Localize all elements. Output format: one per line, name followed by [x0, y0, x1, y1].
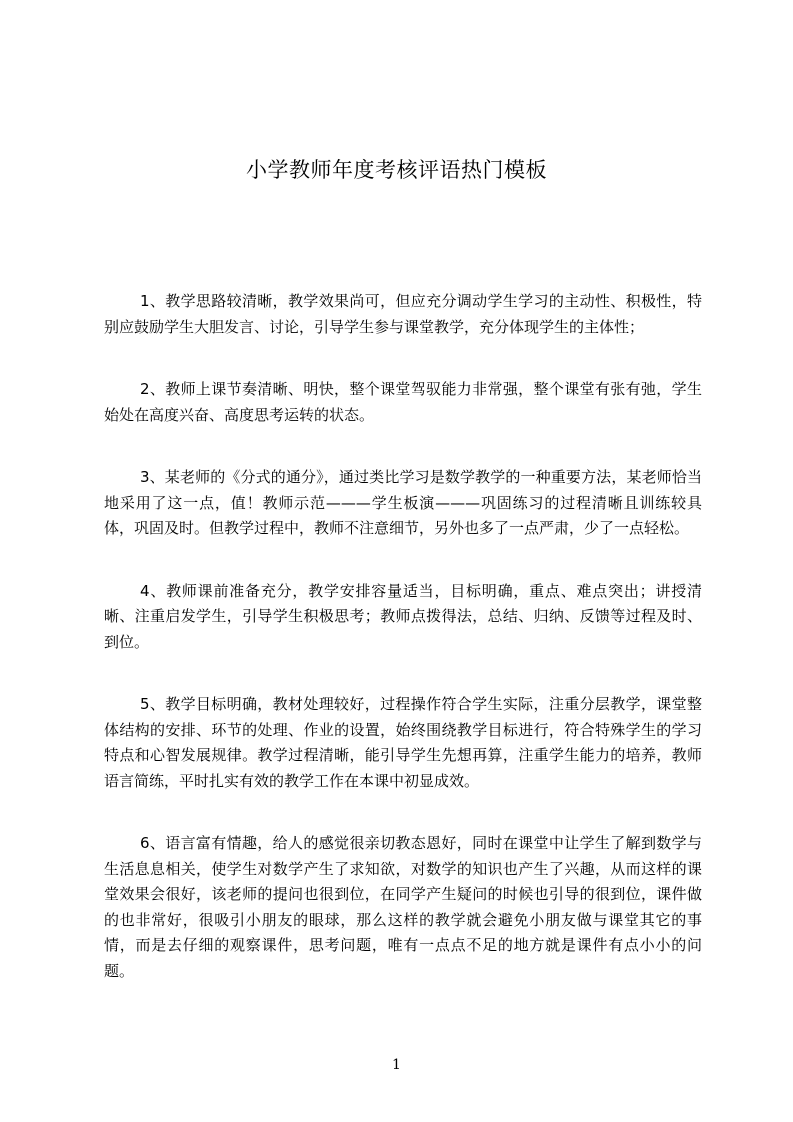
page-number: 1 [392, 1057, 401, 1073]
paragraph-5: 5、教学目标明确，教材处理较好，过程操作符合学生实际，注重分层教学，课堂整体结构的安排、环节的处理、作业的设置，始终围绕教学目标进行，符合特殊学生的学习特点和心智发展规律。教学过程清晰，能引导学生先想再算，注重学生能力的培养，教师语言简练，平时扎实有效的教学工作在本课中初显成效。 [104, 695, 702, 790]
document-title: 小学教师年度考核评语热门模板 [246, 158, 547, 183]
paragraph-4: 4、教师课前准备充分，教学安排容量适当，目标明确，重点、难点突出；讲授清晰、注重启发学生，引导学生积极思考；教师点拨得法，总结、归纳、反馈等过程及时、到位。 [104, 581, 702, 651]
paragraph-2: 2、教师上课节奏清晰、明快，整个课堂驾驭能力非常强，整个课堂有张有弛，学生始处在高度兴奋、高度思考运转的状态。 [104, 380, 702, 424]
paragraph-1: 1、教学思路较清晰，教学效果尚可，但应充分调动学生学习的主动性、积极性，特别应鼓励学生大胆发言、讨论，引导学生参与课堂教学，充分体现学生的主体性； [104, 292, 702, 336]
paragraph-3: 3、某老师的《分式的通分》，通过类比学习是数学教学的一种重要方法，某老师恰当地采用了这一点，值！教师示范———学生板演———巩固练习的过程清晰且训练较具体，巩固及时。但教学过程中，教师不注意细节，另外也多了一点严肃，少了一点轻松。 [104, 468, 702, 537]
paragraph-6: 6、语言富有情趣，给人的感觉很亲切教态恩好，同时在课堂中让学生了解到数学与生活息息相关，使学生对数学产生了求知欲，对数学的知识也产生了兴趣，从而这样的课堂效果会很好，该老师的提问也很到位，在同学产生疑问的时候也引导的很到位，课件做的也非常好，很吸引小朋友的眼球，那么这样的教学就会避免小朋友做与课堂其它的事情，而是去仔细的观察课件，思考问题，唯有一点点不足的地方就是课件有点小小的问题。 [104, 834, 702, 980]
document-body [104, 289, 702, 1021]
